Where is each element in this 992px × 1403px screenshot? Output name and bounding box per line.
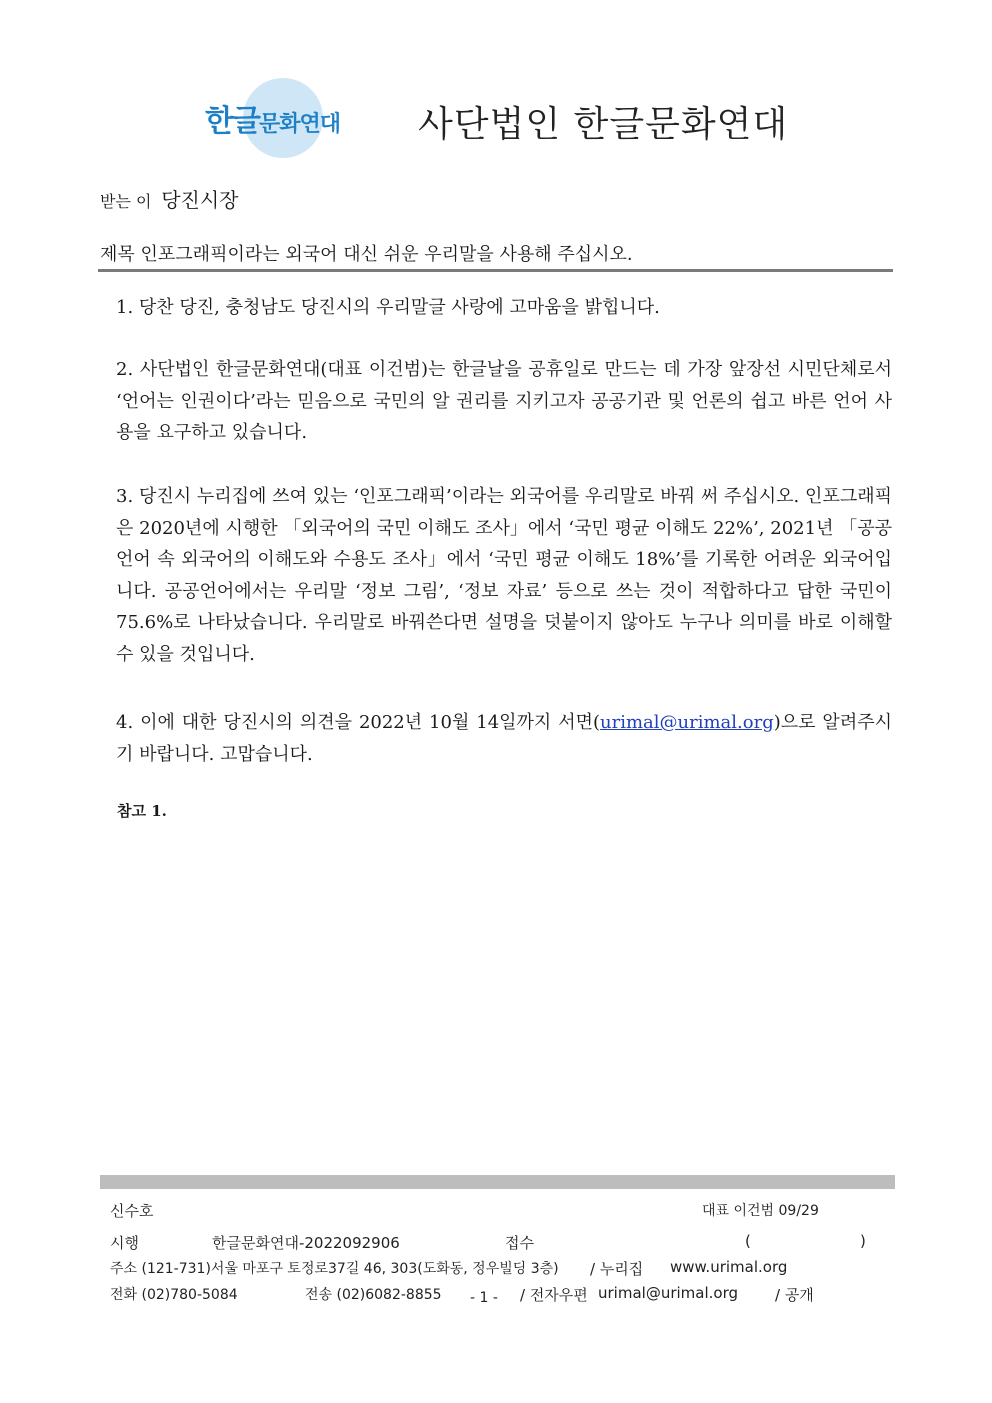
logo-wordmark-big: 한글 — [205, 104, 259, 139]
page-number: - 1 - — [470, 1290, 498, 1306]
reference-note: 참고 1. — [117, 802, 167, 820]
subject-divider — [98, 269, 893, 272]
footer-receipt-open: ( — [745, 1232, 751, 1250]
paragraph-4-text — [100, 707, 892, 770]
subject-text: 인포그래픽이라는 외국어 대신 쉬운 우리말을 사용해 주십시오. — [140, 244, 633, 265]
footer-phone: 전화 (02)780-5084 — [110, 1287, 238, 1303]
recipient-label: 받는 이 — [100, 192, 152, 211]
paragraph-3 — [100, 481, 892, 670]
footer-fax: 전송 (02)6082-8855 — [305, 1287, 442, 1303]
subject-line — [100, 240, 633, 266]
paragraph-3-text: 3. 당진시 누리집에 쓰여 있는 ‘인포그래픽’이라는 외국어를 우리말로 바꿔 써 주십시오. 인포그래픽은 2020년에 시행한 「외국어의 국민 이해도 조사」에서 ‘국민 평균 이해도 22%’, 2021년 「공공언어 속 외국어의 이해도와 수용도 조사」에서 ‘국민 평균 이해도 18%’를 기록한 어려운 외국어입니다. 공공언어에서는 우리말 ‘정보 그림’, ‘정보 자료’ 등으로 쓰는 것이 적합하다고 답한 국민이 75.6%로 나타났습니다. 우리말로 바꿔쓴다면 설명을 덧붙이지 않아도 누구나 의미를 바로 이해할 수 있을 것입니다. — [116, 486, 892, 665]
footer-address: 주소 (121-731)서울 마포구 토정로37길 46, 303(도화동, 정우빌딩 3층) — [110, 1261, 559, 1277]
logo-wordmark — [205, 96, 340, 140]
paragraph-4-before: 4. 이에 대한 당진시의 의견을 2022년 10월 14일까지 서면( — [116, 712, 601, 733]
recipient-line — [100, 184, 238, 213]
organization-title: 사단법인 한글문화연대 — [418, 104, 789, 145]
footer-divider — [100, 1175, 895, 1189]
footer-sender: 신수호 — [110, 1202, 154, 1220]
footer-web-label: / 누리집 — [590, 1260, 644, 1278]
email-link[interactable]: urimal@urimal.org — [600, 712, 774, 733]
letterhead — [0, 0, 992, 170]
paragraph-4-after: )으로 알려주시기 바랍니다. 고맙습니다. — [116, 712, 892, 765]
paragraph-2 — [100, 354, 892, 449]
logo-wordmark-small: 문화연대 — [258, 112, 340, 137]
subject-label: 제목 — [100, 244, 135, 265]
footer-exec-label: 시행 — [110, 1234, 139, 1252]
footer-exec-value: 한글문화연대-2022092906 — [212, 1234, 400, 1252]
recipient-value: 당진시장 — [161, 188, 239, 212]
paragraph-1-text: 1. 당찬 당진, 충청남도 당진시의 우리말글 사랑에 고마움을 밝힙니다. — [116, 297, 660, 318]
footer-representative: 대표 이건범 09/29 — [702, 1203, 819, 1219]
footer-web-link[interactable]: www.urimal.org — [670, 1258, 788, 1276]
footer-email-label: / 전자우편 — [520, 1286, 588, 1304]
footer-receipt-label: 접수 — [505, 1234, 534, 1252]
footer-receipt-close: ) — [860, 1232, 866, 1250]
paragraph-4 — [100, 707, 892, 770]
footer-public: / 공개 — [775, 1286, 814, 1304]
paragraph-1 — [100, 292, 892, 324]
organization-logo — [205, 78, 390, 162]
paragraph-2-text: 2. 사단법인 한글문화연대(대표 이건범)는 한글날을 공휴일로 만드는 데 가장 앞장선 시민단체로서 ‘언어는 인권이다’라는 믿음으로 국민의 알 권리를 지키고자 공공기관 및 언론의 쉽고 바른 언어 사용을 요구하고 있습니다. — [116, 359, 893, 443]
footer-email-link[interactable]: urimal@urimal.org — [598, 1284, 738, 1302]
